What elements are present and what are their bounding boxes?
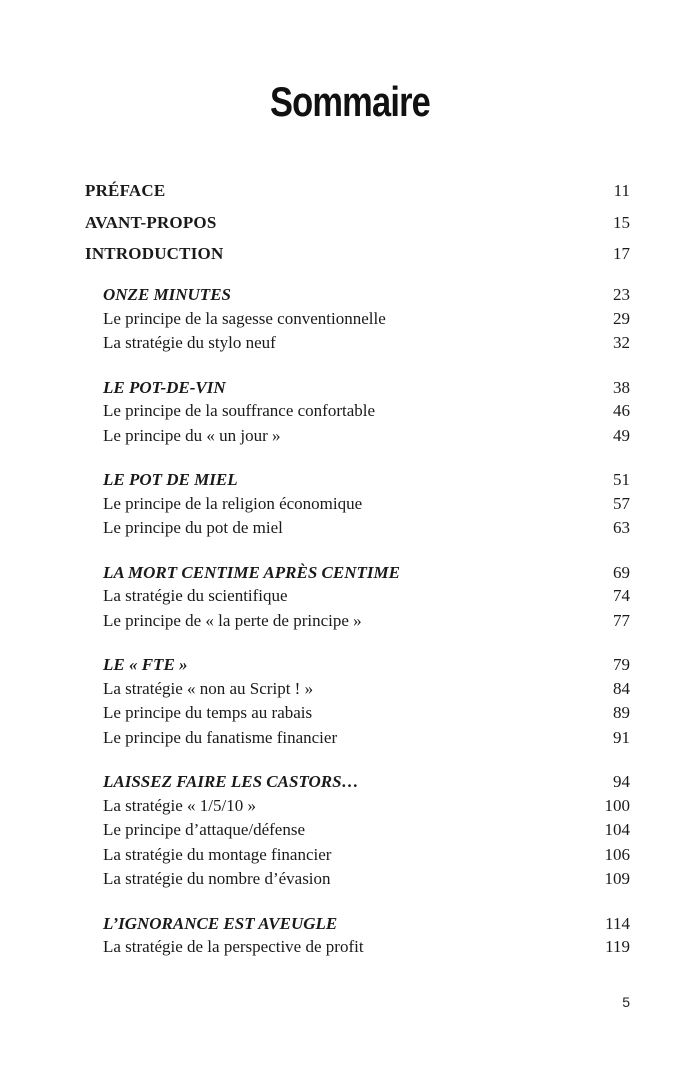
toc-entry (0, 610, 700, 632)
toc-top-entry (0, 212, 700, 234)
toc-entry (0, 425, 700, 447)
toc-entry-label: La stratégie « non au Script ! » (103, 678, 314, 698)
toc-entry-label: La stratégie du nombre d’évasion (103, 869, 331, 888)
toc-entry (0, 727, 700, 749)
toc-top-entry-page-number: 15 (613, 212, 630, 232)
toc-section-heading (0, 771, 700, 793)
toc-top-entry-label: INTRODUCTION (85, 244, 224, 263)
toc-entry-label: Le principe de la religion économique (103, 493, 363, 513)
toc-entry-label: Le principe de la sagesse conventionnelle (103, 308, 386, 328)
toc-entry (0, 493, 700, 515)
toc-section-heading-label: LE POT DE MIEL (103, 470, 238, 489)
toc-entry-label: Le principe du temps au rabais (103, 703, 313, 722)
toc-entry-page-number: 77 (613, 610, 630, 630)
toc-section-heading-label: LAISSEZ FAIRE LES CASTORS… (103, 772, 359, 791)
toc-entry-label: Le principe du fanatisme financier (103, 727, 338, 747)
toc-section-heading-label: LA MORT CENTIME APRÈS CENTIME (103, 562, 400, 582)
toc-entry (0, 936, 700, 958)
toc-top-entry-page-number: 11 (613, 181, 630, 200)
toc-entry (0, 702, 700, 724)
toc-entry-label: Le principe du « un jour » (103, 425, 281, 445)
toc-section-heading (0, 469, 700, 491)
toc-entry-page-number: 32 (613, 333, 630, 352)
toc-entry (0, 678, 700, 700)
toc-section-heading-page-number: 79 (613, 655, 630, 674)
toc-entry-label: La stratégie de la perspective de profit (103, 937, 364, 956)
toc-entry (0, 795, 700, 817)
toc-section-heading-page-number: 69 (613, 562, 630, 582)
toc-entry-page-number: 119 (605, 937, 630, 956)
toc-entry (0, 868, 700, 890)
toc-section-heading-page-number: 114 (605, 913, 630, 933)
toc-entry (0, 308, 700, 330)
toc-entry-page-number: 91 (613, 727, 630, 747)
toc-entry-page-number: 63 (613, 518, 630, 537)
toc-section-heading (0, 654, 700, 676)
toc-entry-label: Le principe de « la perte de principe » (103, 610, 362, 630)
toc-entry-page-number: 100 (604, 795, 630, 815)
toc-entry (0, 400, 700, 422)
toc-section-heading-label: L’IGNORANCE EST AVEUGLE (103, 913, 338, 933)
toc-entry-page-number: 57 (613, 493, 630, 513)
toc-entry (0, 844, 700, 866)
toc-entry-page-number: 89 (613, 703, 630, 722)
toc-entry (0, 517, 700, 539)
toc-section-heading (0, 913, 700, 935)
toc-entry-page-number: 84 (613, 678, 630, 698)
toc-entry-label: Le principe d’attaque/défense (103, 820, 306, 839)
toc-section-heading-page-number: 23 (613, 285, 630, 304)
toc-section-heading-label: LE POT-DE-VIN (103, 377, 226, 397)
toc-section-heading (0, 562, 700, 584)
toc-top-entry-page-number: 17 (613, 244, 630, 263)
toc-entry-label: La stratégie du scientifique (103, 586, 288, 605)
toc-entry-page-number: 29 (613, 308, 630, 328)
toc-entry-page-number: 109 (604, 869, 630, 888)
toc-entry-page-number: 49 (613, 425, 630, 445)
page-number: 5 (622, 994, 630, 1010)
toc-entry-label: La stratégie « 1/5/10 » (103, 795, 256, 815)
toc-section-heading-label: LE « FTE » (103, 655, 188, 674)
toc-entry-label: La stratégie du montage financier (103, 844, 332, 864)
toc-section-heading-page-number: 51 (613, 470, 630, 489)
toc-section-heading (0, 377, 700, 399)
toc-entry-label: Le principe du pot de miel (103, 518, 283, 537)
toc-entry-label: Le principe de la souffrance confortable (103, 401, 376, 420)
toc-section-heading-label: ONZE MINUTES (103, 285, 231, 304)
toc-entry-page-number: 46 (613, 401, 630, 420)
toc-entry (0, 819, 700, 841)
toc-top-entry-label: AVANT-PROPOS (85, 212, 217, 232)
toc-entry (0, 585, 700, 607)
toc-section-heading-page-number: 38 (613, 377, 630, 397)
toc-top-entry (0, 243, 700, 265)
toc-entry-page-number: 104 (604, 820, 630, 839)
page-title: Sommaire (270, 78, 430, 125)
toc-top-entry-label: PRÉFACE (85, 181, 166, 200)
toc-top-entry (0, 180, 700, 202)
toc-entry-label: La stratégie du stylo neuf (103, 333, 276, 352)
toc-section-heading (0, 284, 700, 306)
toc-entry-page-number: 106 (604, 844, 630, 864)
toc-section-heading-page-number: 94 (613, 772, 630, 791)
toc-entry-page-number: 74 (613, 586, 630, 605)
toc-entry (0, 332, 700, 354)
